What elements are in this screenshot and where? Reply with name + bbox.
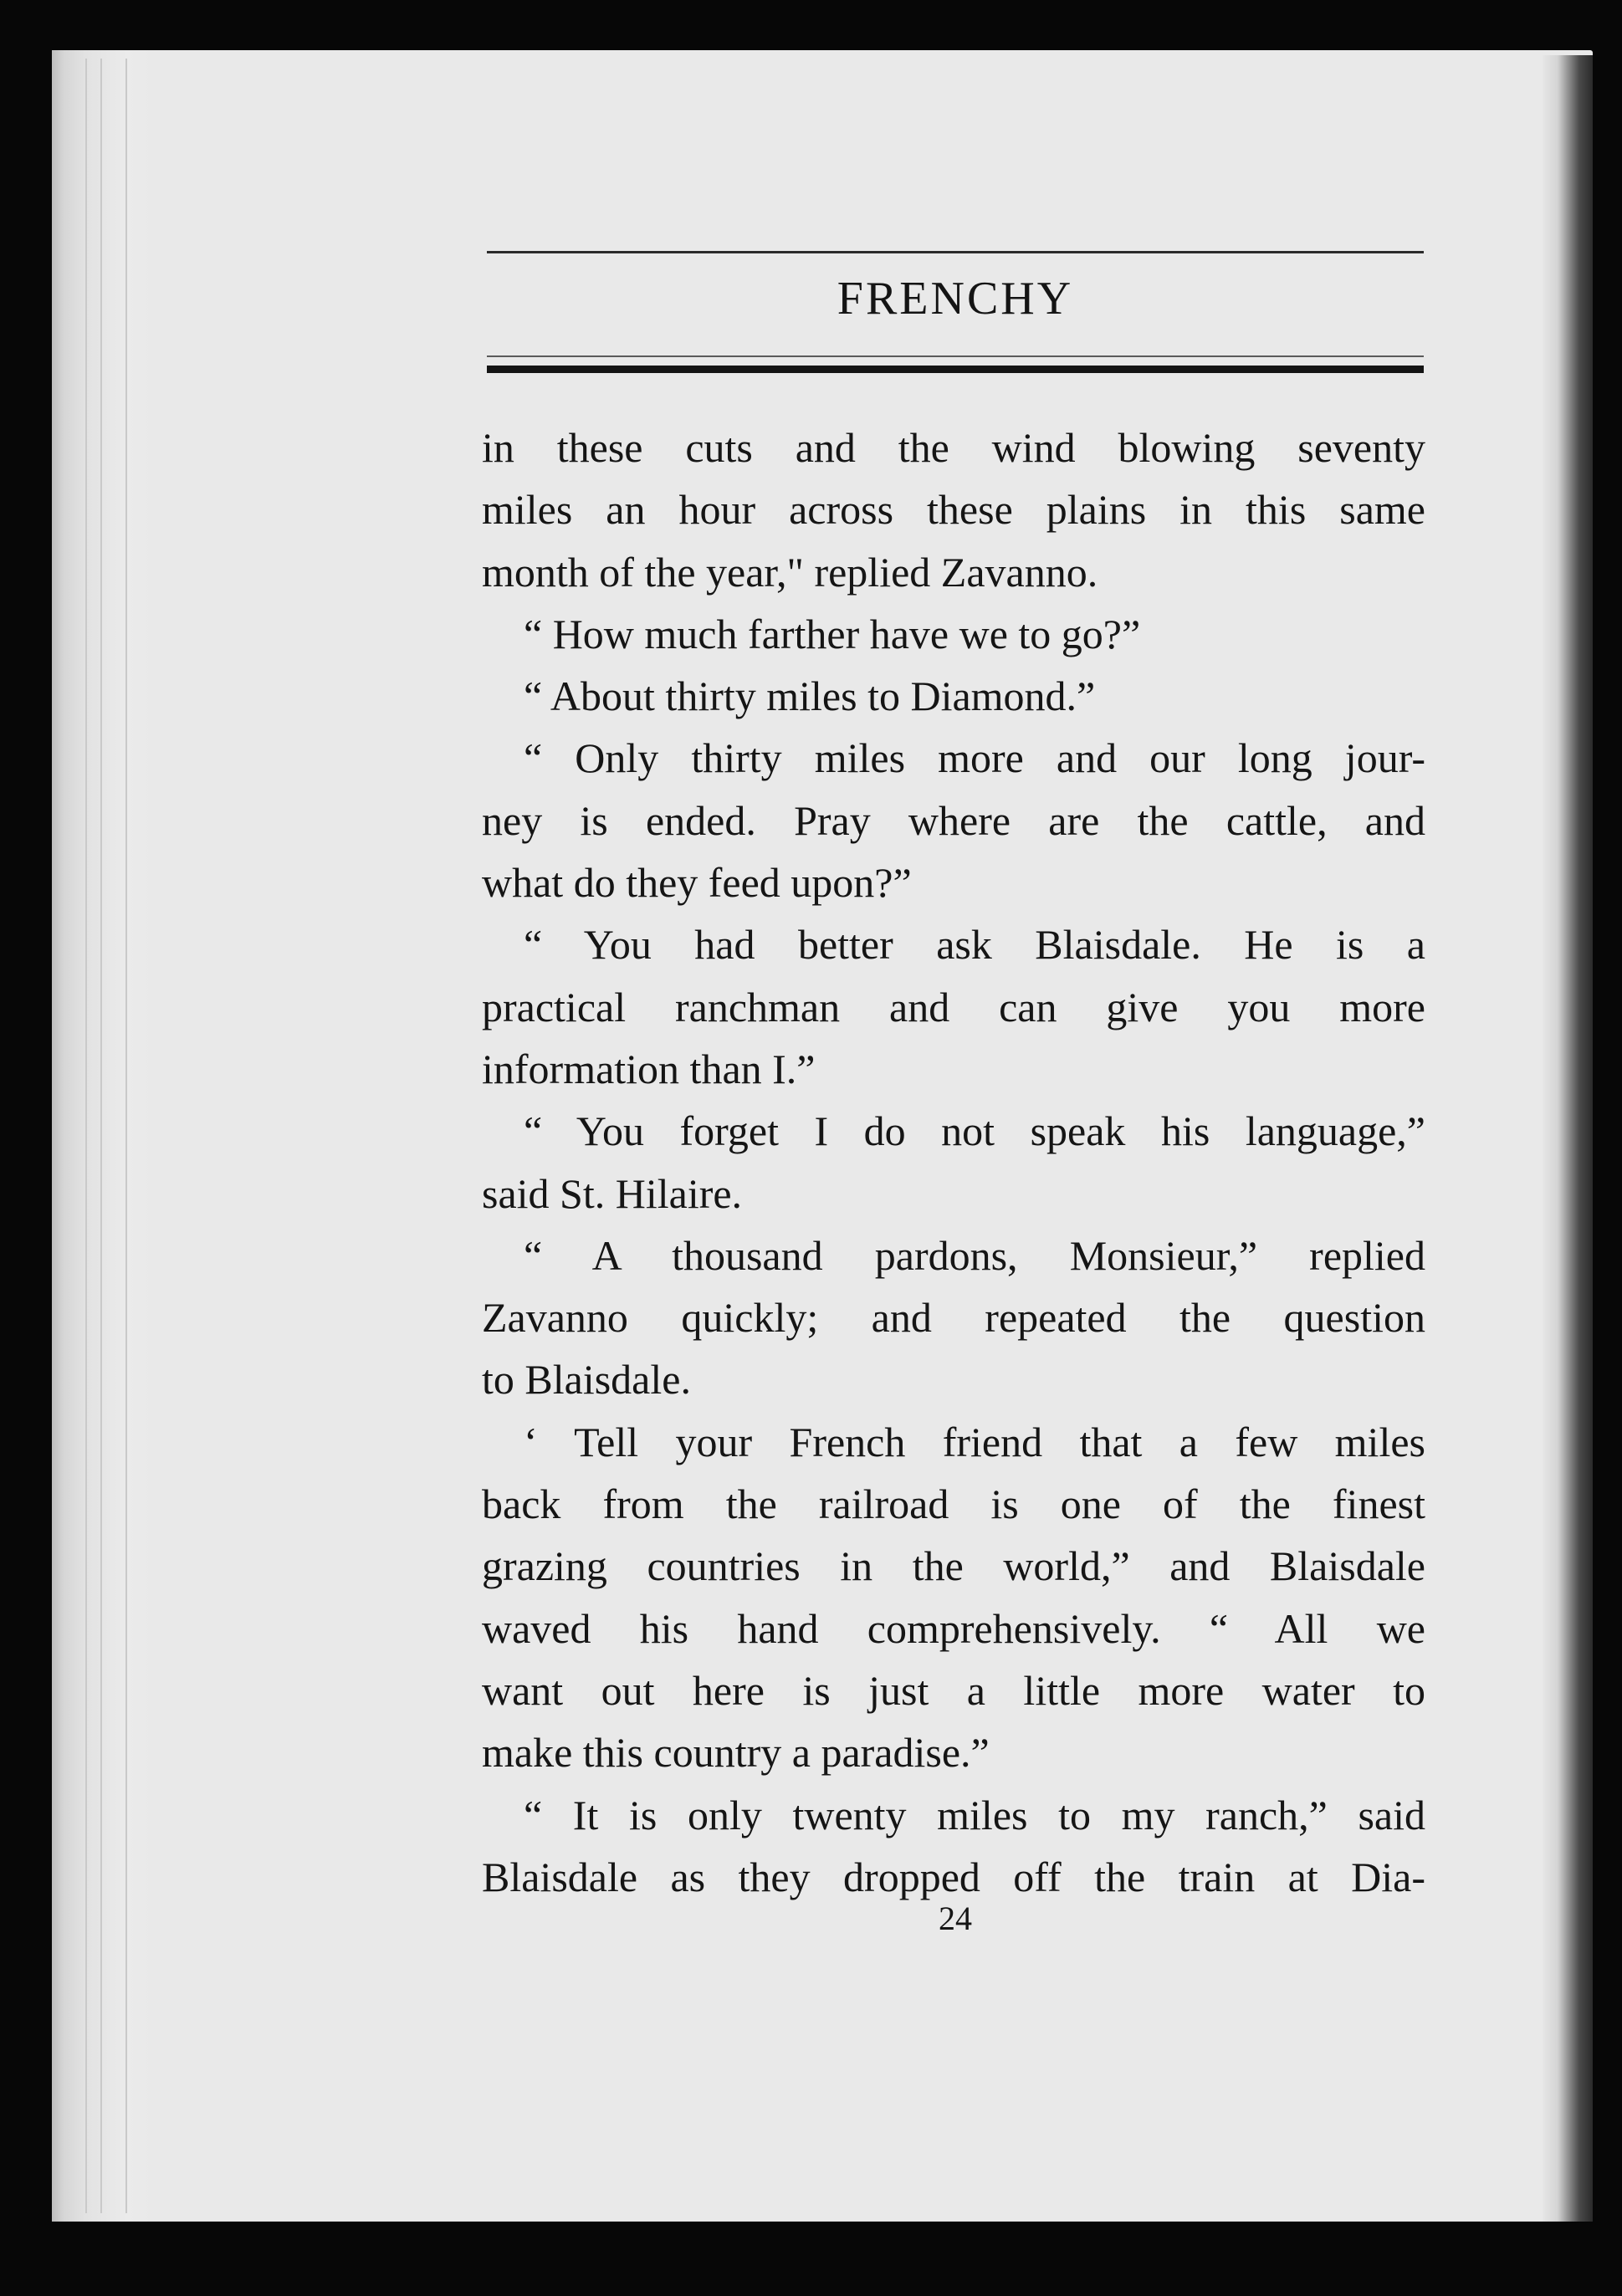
text-line: ney is ended. Pray where are the cattle, and <box>482 796 1425 844</box>
text-line: in these cuts and the wind blowing seventy <box>482 424 1425 471</box>
text-line: grazing countries in the world,” and Blaisdale <box>482 1542 1425 1590</box>
page-edge-shadow <box>1543 55 1593 2222</box>
header-rule-thin <box>487 355 1424 357</box>
running-head <box>487 251 1424 373</box>
page-number: 24 <box>939 1900 972 1937</box>
text-line: to Blaisdale. <box>482 1356 691 1404</box>
gutter-fold-line <box>100 59 102 2213</box>
text-line: back from the railroad is one of the finest <box>482 1480 1425 1528</box>
text-line: “ It is only twenty miles to my ranch,” said <box>524 1791 1425 1838</box>
text-line: said St. Hilaire. <box>482 1169 743 1217</box>
gutter-fold-line <box>85 59 87 2213</box>
text-line: want out here is just a little more water to <box>482 1666 1425 1714</box>
text-line: “ How much farther have we to go?” <box>524 610 1141 657</box>
text-line: Zavanno quickly; and repeated the question <box>482 1294 1425 1342</box>
text-line: “ A thousand pardons, Monsieur,” replied <box>524 1231 1425 1279</box>
text-line: Blaisdale as they dropped off the train at Dia- <box>482 1853 1425 1900</box>
header-rule-thick <box>487 366 1424 373</box>
text-line: ‘ Tell your French friend that a few miles <box>524 1418 1425 1465</box>
text-line: “ You forget I do not speak his language,” <box>524 1107 1425 1155</box>
text-line: make this country a paradise.” <box>482 1729 990 1777</box>
gutter-fold-line <box>125 59 127 2213</box>
text-line: information than I.” <box>482 1045 816 1092</box>
text-line: “ About thirty miles to Diamond.” <box>524 672 1096 720</box>
page-gutter <box>52 50 152 2222</box>
running-title: FRENCHY <box>837 273 1074 325</box>
text-line: “ You had better ask Blaisdale. He is a <box>524 921 1425 969</box>
text-line: waved his hand comprehensively. “ All we <box>482 1604 1425 1652</box>
text-line: practical ranchman and can give you more <box>482 983 1425 1030</box>
text-line: what do they feed upon?” <box>482 859 912 907</box>
text-line: month of the year," replied Zavanno. <box>482 548 1098 596</box>
header-rule-top <box>487 251 1424 253</box>
body-text <box>482 417 1425 1908</box>
text-line: “ Only thirty miles more and our long jour- <box>524 734 1425 782</box>
text-line: miles an hour across these plains in this same <box>482 486 1425 534</box>
